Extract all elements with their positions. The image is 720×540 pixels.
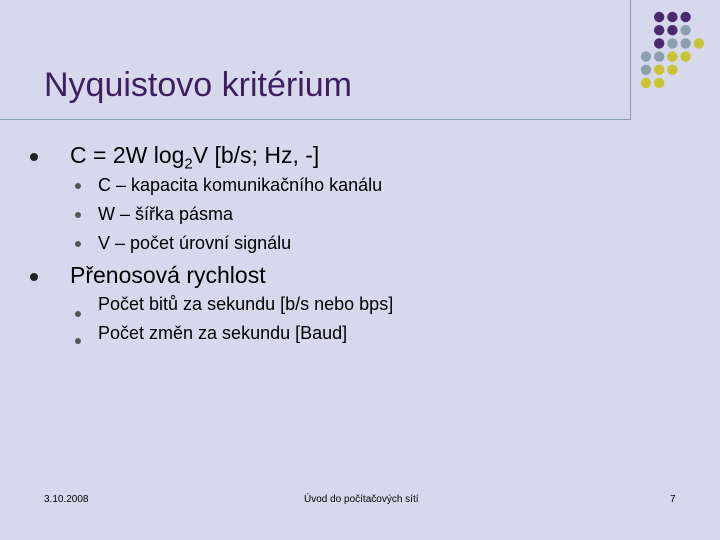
decorative-dot <box>667 25 677 35</box>
footer-title: Úvod do počítačových sítí <box>304 494 419 505</box>
header-horizontal-rule <box>0 119 630 120</box>
section-item: Počet bitů za sekundu [b/s nebo bps] <box>98 294 394 314</box>
formula-item: V – počet úrovní signálu <box>98 233 292 253</box>
decorative-dot <box>654 25 664 35</box>
formula-item: W – šířka pásma <box>98 204 234 224</box>
decorative-dot <box>667 38 677 48</box>
decorative-dot <box>654 78 664 88</box>
sub-bullet-dot <box>75 183 81 189</box>
decorative-dot-grid <box>640 10 712 104</box>
decorative-dot <box>680 12 690 22</box>
decorative-dot <box>680 38 690 48</box>
decorative-dot <box>667 12 677 22</box>
bullet-dot <box>30 153 38 161</box>
formula-pre: C = 2W log <box>70 142 185 168</box>
formula-post: V [b/s; Hz, -] <box>192 142 320 168</box>
formula-text <box>70 142 319 173</box>
decorative-dot <box>641 51 651 61</box>
decorative-dot <box>641 65 651 75</box>
decorative-dot <box>694 38 704 48</box>
page-number: 7 <box>670 494 676 505</box>
header-vertical-rule <box>630 0 631 120</box>
decorative-dot <box>680 25 690 35</box>
decorative-dot <box>667 65 677 75</box>
sub-bullet-dot <box>75 338 81 344</box>
footer-date: 3.10.2008 <box>44 494 89 505</box>
decorative-dot <box>654 65 664 75</box>
slide-title: Nyquistovo kritérium <box>44 66 352 104</box>
sub-bullet-dot <box>75 212 81 218</box>
decorative-dot <box>667 51 677 61</box>
sub-bullet-dot <box>75 311 81 317</box>
decorative-dot <box>680 51 690 61</box>
section-heading: Přenosová rychlost <box>70 262 266 288</box>
decorative-dot <box>641 78 651 88</box>
decorative-dot <box>654 12 664 22</box>
decorative-dot <box>654 38 664 48</box>
sub-bullet-dot <box>75 241 81 247</box>
formula-subscript: 2 <box>184 155 193 173</box>
bullet-dot <box>30 273 38 281</box>
section-item: Počet změn za sekundu [Baud] <box>98 323 348 343</box>
decorative-dot <box>654 51 664 61</box>
formula-item: C – kapacita komunikačního kanálu <box>98 175 383 195</box>
